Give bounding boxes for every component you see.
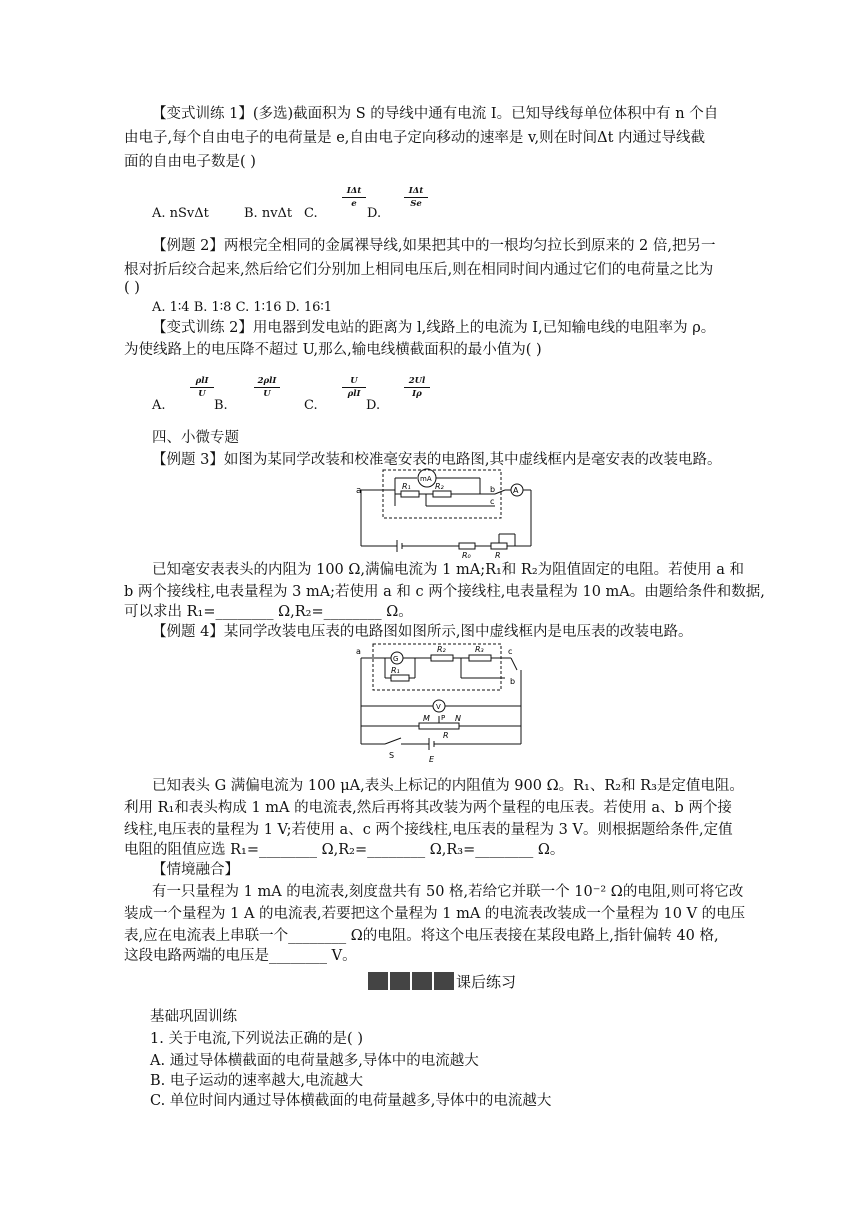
scene-para-line1: 有一只量程为 1 mA 的电流表,刻度盘共有 50 格,若给它并联一个 10⁻² Ω的电阻,则可将它改 [152,884,744,900]
resistor-r3 [469,655,491,661]
example4-para-line1: 已知表头 G 满偏电流为 100 μA,表头上标记的内阻值为 900 Ω。R₁、R₂和 R₃是定值电阻。 [152,778,744,794]
variant2-option-d: D. [366,398,381,413]
variant1-option-d: D. [367,206,382,221]
circuit2-label-a: a [356,647,361,656]
resistor-r2 [431,655,453,661]
circuit1-label-r1: R₁ [402,482,411,491]
variant1-line1: 【变式训练 1】(多选)截面积为 S 的导线中通有电流 I。已知导线每单位体积中有 n 个自 [152,106,719,122]
circuit2-label-r2: R₂ [437,645,446,654]
variant1-fraction-c: IΔt e [342,186,366,209]
circuit2-label-g: G [393,655,399,663]
circuit1-label-a-meter: A [513,486,519,495]
circuit1-label-a: a [356,486,362,496]
variant1-line3: 面的自由电子数是( ) [124,154,256,170]
circuit1-label-r: R [495,551,501,560]
circuit2-label-b: b [510,677,516,686]
circuit-diagram-1 [355,468,535,560]
variant2-fraction-d: 2Ul Iρ [404,376,430,399]
variant2-line2: 为使线路上的电压降不超过 U,那么,输电线横截面积的最小值为( ) [124,342,542,358]
circuit1-label-c: c [490,497,495,506]
circuit2-label-m: M [423,714,430,723]
homework-option-c: C. 单位时间内通过导体横截面的电荷量越多,导体中的电流越大 [150,1093,552,1109]
circuit1-label-r0: R₀ [462,551,471,560]
circuit2-label-c: c [508,647,513,656]
scene-para-line3: 表,应在电流表上串联一个________ Ω的电阻。将这个电压表接在某段电路上,指针偏转 40 格, [124,928,719,944]
variant1-line2: 由电子,每个自由电子的电荷量是 e,自由电子定向移动的速率是 v,则在时间Δt 内通过导线截 [124,130,706,146]
homework-option-a: A. 通过导体横截面的电荷量越多,导体中的电流越大 [150,1053,479,1069]
scene-para-line2: 装成一个量程为 1 A 的电流表,若要把这个量程为 1 mA 的电流表改装成一个量程为 10 V 的电压 [124,906,746,922]
example3-para-line1: 已知毫安表表头的内阻为 100 Ω,满偏电流为 1 mA;R₁和 R₂为阻值固定的电阻。若使用 a 和 [152,562,745,578]
homework-bar-decoration [368,972,454,990]
example4-para-line4: 电阻的阻值应选 R₁=________ Ω,R₂=________ Ω,R₃=________ Ω。 [124,842,565,858]
circuit2-label-s: S [389,751,395,760]
variant2-fraction-a: ρlI U [190,376,214,399]
scene-para-line4: 这段电路两端的电压是________ V。 [124,948,357,964]
circuit2-label-e: E [429,755,435,764]
example3-para-line2: b 两个接线柱,电表量程为 3 mA;若使用 a 和 c 两个接线柱,电表量程为 10 mA。由题给条件和数据, [124,584,765,600]
circuit2-label-r1: R₁ [391,666,400,675]
homework-title: 课后练习 [456,973,517,991]
circuit2-label-p: P [441,714,446,722]
variant2-option-b: B. [214,398,228,413]
circuit2-label-v: V [436,703,441,711]
circuit2-label-n: N [455,714,461,723]
circuit2-label-r: R [443,731,449,740]
example2-line3: ( ) [124,280,140,296]
variant1-option-c: C. [304,206,318,221]
resistor-r2 [433,491,451,497]
circuit1-label-b: b [490,485,496,494]
variant1-fraction-d: IΔt Se [404,186,428,209]
variant2-fraction-b: 2ρlI U [254,376,280,399]
homework-subtitle: 基础巩固训练 [150,1009,237,1025]
example2-options: A. 1∶4 B. 1∶8 C. 1∶16 D. 16∶1 [152,300,333,315]
rheostat-r [491,543,507,549]
resistor-r1 [391,675,409,681]
circuit1-label-ma: mA [420,475,432,483]
example2-line1: 【例题 2】两根完全相同的金属裸导线,如果把其中的一根均匀拉长到原来的 2 倍,把另一 [152,238,716,254]
homework-question-1: 1. 关于电流,下列说法正确的是( ) [150,1031,363,1047]
example4-line1: 【例题 4】某同学改装电压表的电路图如图所示,图中虚线框内是电压表的改装电路。 [152,624,693,640]
example3-para-line3: 可以求出 R₁=________ Ω,R₂=________ Ω。 [124,604,413,620]
section4-heading: 四、小微专题 [152,430,239,446]
variant2-option-c: C. [304,398,318,413]
circuit2-label-r3: R₃ [475,645,484,654]
circuit1-label-r2: R₂ [435,482,444,491]
variant2-line1: 【变式训练 2】用电器到发电站的距离为 l,线路上的电流为 I,已知输电线的电阻率为 ρ。 [152,320,716,336]
resistor-r0 [459,543,475,549]
variant1-option-a: A. nSvΔt [152,206,209,221]
example2-line2: 根对折后绞合起来,然后给它们分别加上相同电压后,则在相同时间内通过它们的电荷量之比为 [124,262,714,278]
homework-option-b: B. 电子运动的速率越大,电流越大 [150,1073,363,1089]
example3-line1: 【例题 3】如图为某同学改装和校准毫安表的电路图,其中虚线框内是毫安表的改装电路。 [152,452,722,468]
variant2-option-a: A. [152,398,166,413]
circuit-diagram-2 [355,640,530,770]
rheostat-mn [419,723,459,729]
scene-heading: 【情境融合】 [152,862,239,878]
example4-para-line3: 线柱,电压表的量程为 1 V;若使用 a、c 两个接线柱,电压表的量程为 3 V。则根据题给条件,定值 [124,822,733,838]
variant2-fraction-c: U ρlI [342,376,366,399]
variant1-option-b: B. nvΔt [244,206,293,221]
example4-para-line2: 利用 R₁和表头构成 1 mA 的电流表,然后再将其改装为两个量程的电压表。若使用 a、b 两个接 [124,800,732,816]
resistor-r1 [401,491,419,497]
